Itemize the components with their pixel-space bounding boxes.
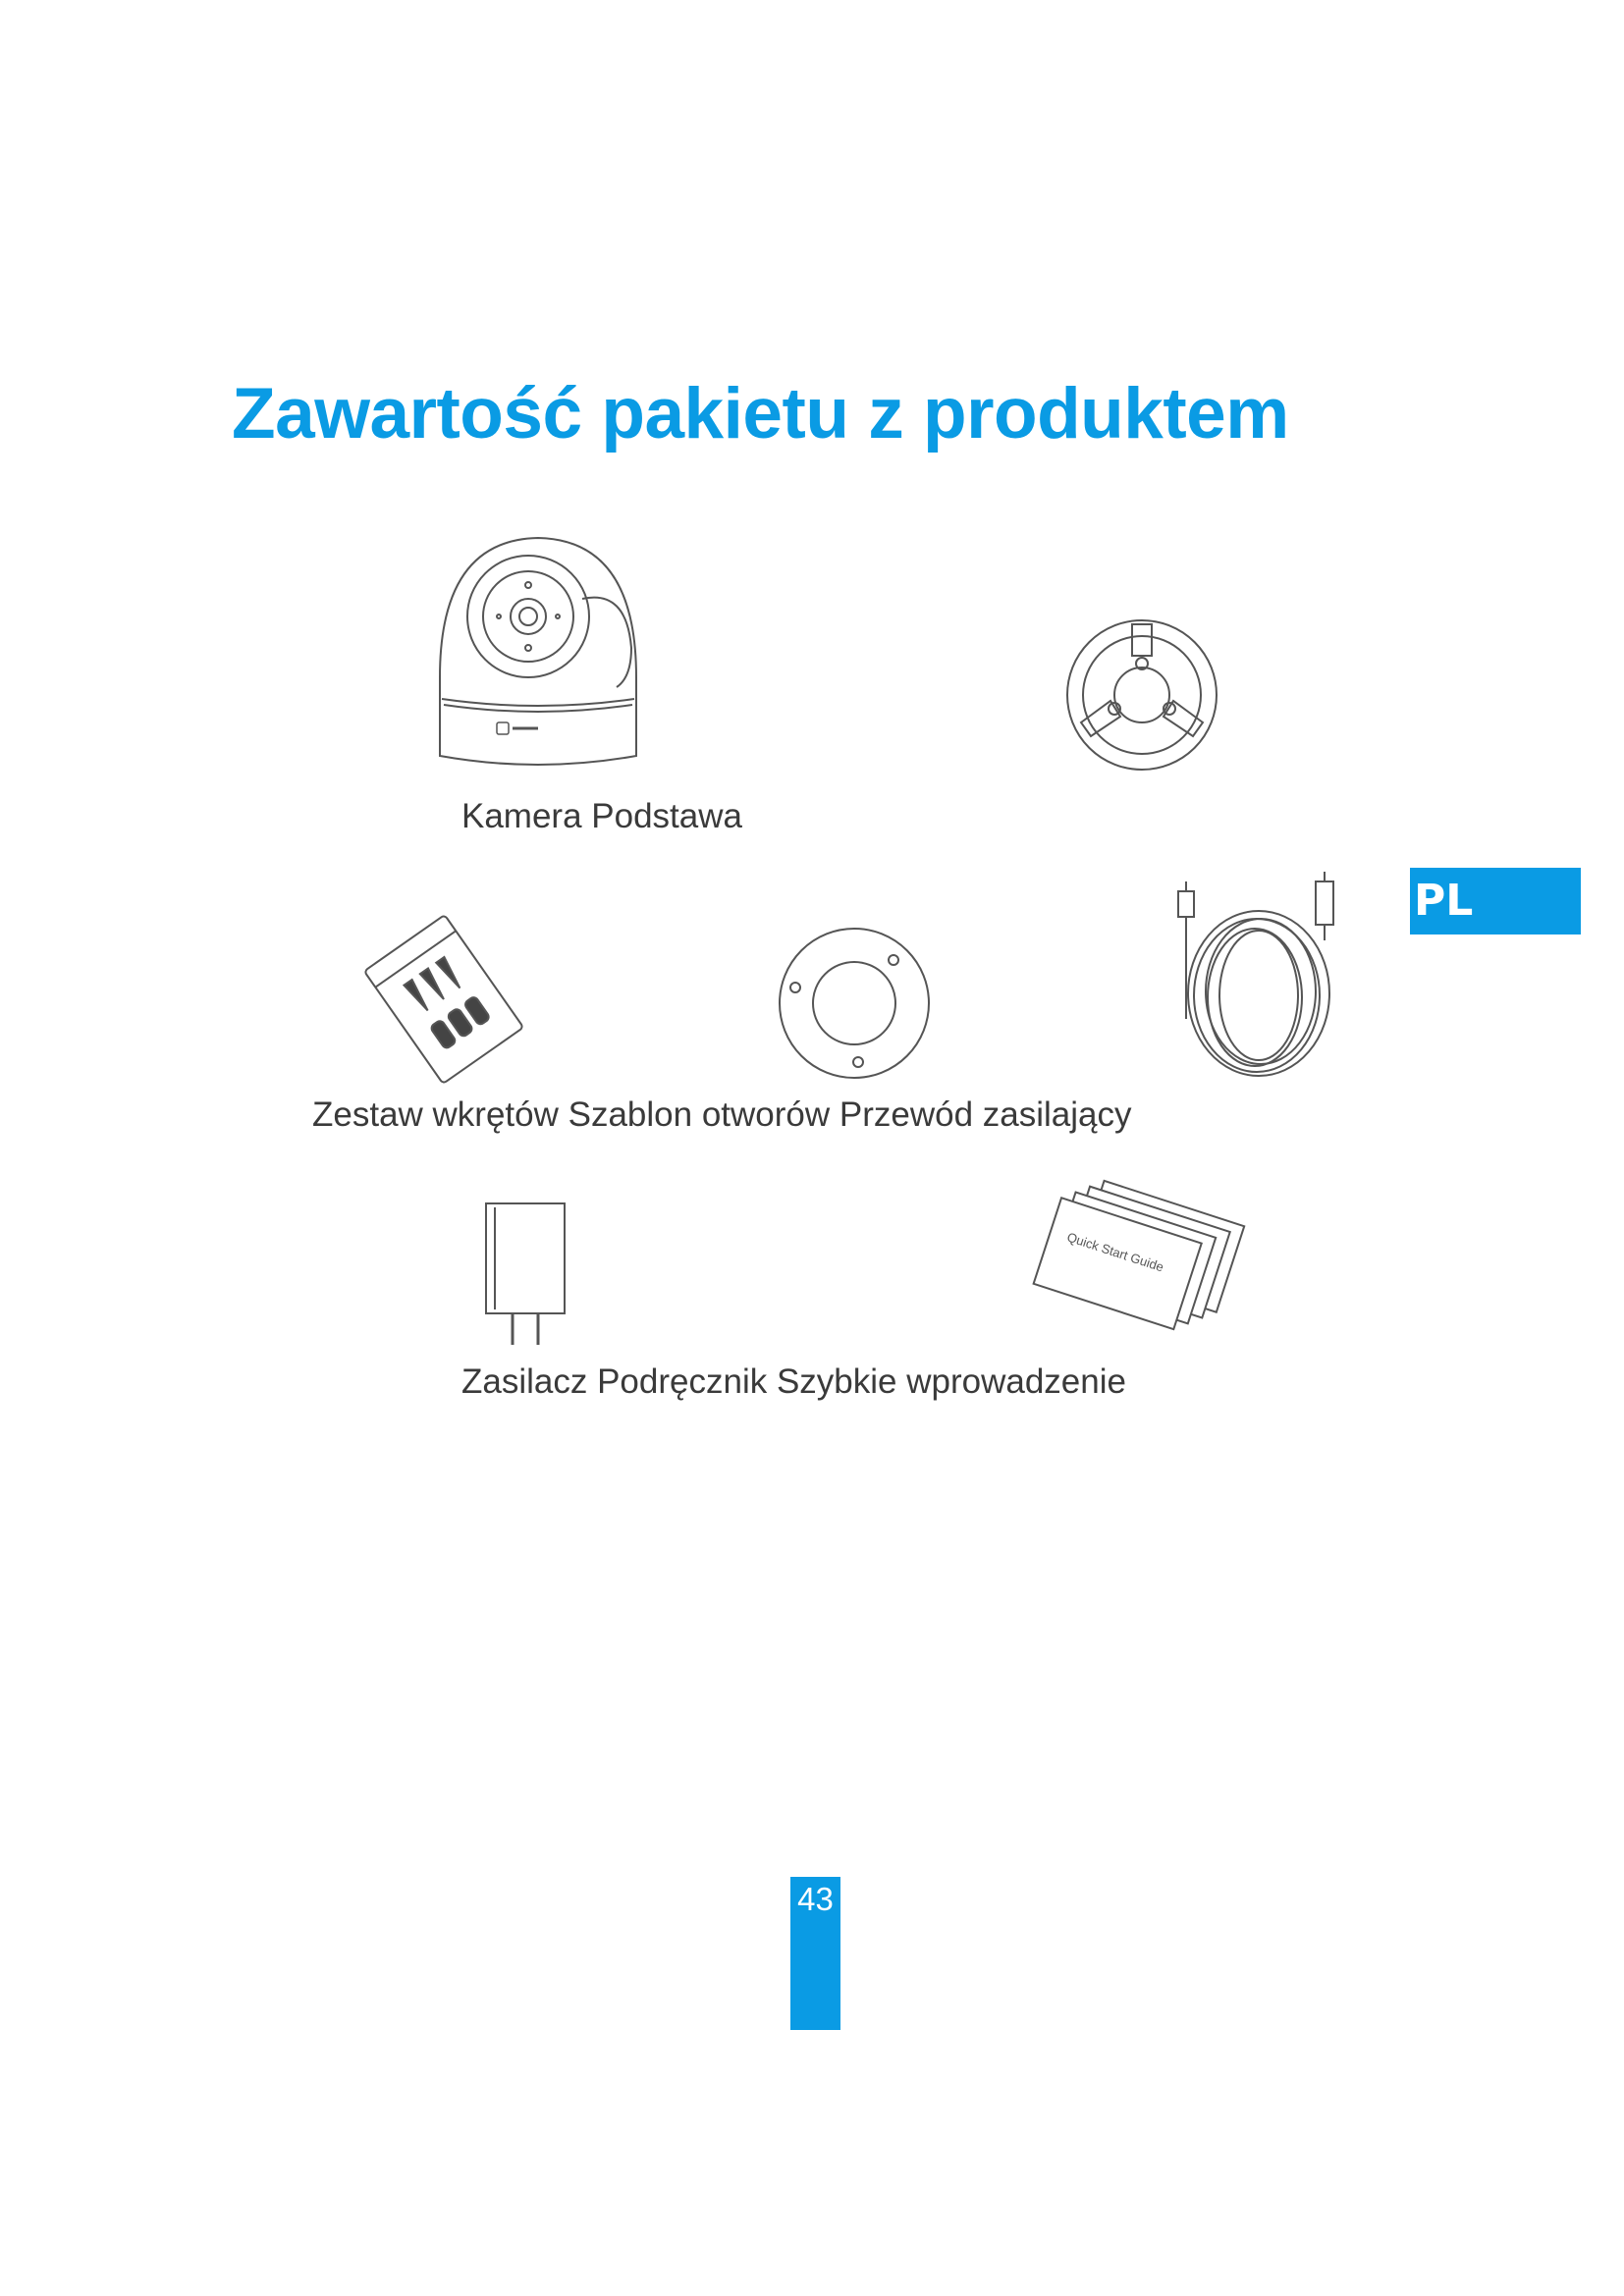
screw-kit-icon <box>365 921 522 1078</box>
quick-start-guide-icon <box>1031 1186 1247 1343</box>
language-tab: PL <box>1410 868 1581 934</box>
power-cable-icon <box>1168 872 1355 1078</box>
drill-template-icon <box>776 925 933 1082</box>
page-title: Zawartość pakietu z produktem <box>232 374 1289 454</box>
camera-icon <box>430 530 646 775</box>
power-adapter-icon <box>481 1201 569 1349</box>
svg-text:Quick Start Guide: Quick Start Guide <box>1064 1229 1166 1275</box>
caption-row-1: Kamera Podstawa <box>461 797 742 835</box>
base-icon <box>1063 616 1220 774</box>
caption-row-3: Zasilacz Podręcznik Szybkie wprowadzenie <box>461 1362 1126 1401</box>
page-number: 43 <box>790 1877 840 2030</box>
caption-row-2: Zestaw wkrętów Szablon otworów Przewód zasilający <box>312 1095 1132 1134</box>
